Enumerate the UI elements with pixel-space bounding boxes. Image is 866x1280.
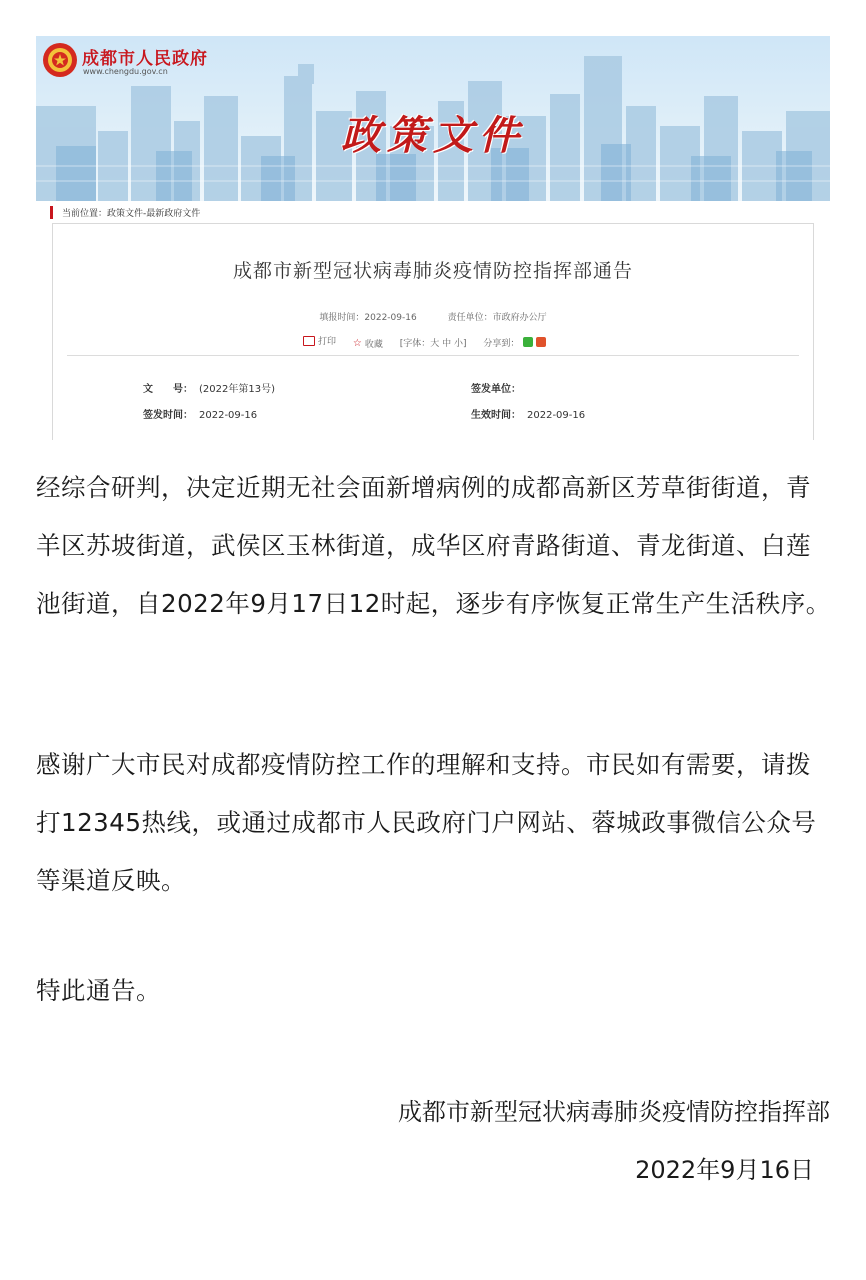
government-emblem-icon <box>42 42 78 78</box>
effective-time-label: 生效时间： <box>471 410 521 421</box>
breadcrumb <box>36 201 830 223</box>
site-name[interactable]: 成都市人民政府 <box>82 49 208 69</box>
paragraph-2: 感谢广大市民对成都疫情防控工作的理解和支持。市民如有需要，请拨打12345热线，或通过成都市人民政府门户网站、蓉城政事微信公众号等渠道反映。 <box>36 750 817 895</box>
effective-time-value: 2022-09-16 <box>527 410 586 421</box>
divider <box>67 355 799 356</box>
header-banner <box>36 36 830 201</box>
font-size-control[interactable]: [字体：大 中 小] <box>399 338 467 349</box>
doc-number-label: 文 号： <box>143 384 193 395</box>
doc-number-value: (2022年第13号) <box>199 384 275 395</box>
issuer-field <box>471 380 527 395</box>
weibo-share-icon[interactable] <box>536 337 546 347</box>
site-url: www.chengdu.gov.cn <box>83 67 168 76</box>
issue-time-value: 2022-09-16 <box>199 410 258 421</box>
print-button[interactable] <box>303 334 336 347</box>
document-meta <box>53 310 813 323</box>
banner-title: 政策文件 <box>341 112 525 159</box>
breadcrumb-text[interactable]: 当前位置：政策文件-最新政府文件 <box>62 209 201 219</box>
effective-time-field <box>471 406 585 421</box>
paragraph-1: 经综合研判，决定近期无社会面新增病例的成都高新区芳草街街道，青羊区苏坡街道，武侯区玉林街道，成华区府青路街道、青龙街道、白莲池街道，自2022年9月17日12时起，逐步有序恢复正常生产生活秩序。 <box>36 473 831 618</box>
document-tools <box>303 334 560 350</box>
signature-date: 2022年9月16日 <box>635 1156 814 1184</box>
printer-icon <box>303 336 315 346</box>
issue-time-label: 签发时间： <box>143 410 193 421</box>
breadcrumb-marker <box>50 206 53 219</box>
document-screenshot <box>36 36 830 440</box>
issue-time-field <box>143 406 257 421</box>
document-panel <box>52 223 814 440</box>
doc-number-field <box>143 380 275 395</box>
responsible-unit: 责任单位：市政府办公厅 <box>447 313 547 323</box>
favorite-button[interactable] <box>353 337 383 350</box>
star-icon: ☆ <box>352 337 362 349</box>
signature: 成都市新型冠状病毒肺炎疫情防控指挥部 <box>398 1098 830 1126</box>
wechat-share-icon[interactable] <box>523 337 533 347</box>
share-control <box>483 336 546 349</box>
issuer-label: 签发单位： <box>471 384 521 395</box>
document-title: 成都市新型冠状病毒肺炎疫情防控指挥部通告 <box>232 260 633 282</box>
share-label: 分享到： <box>483 338 520 349</box>
print-label: 打印 <box>318 337 337 347</box>
fill-time: 填报时间：2022-09-16 <box>319 313 417 323</box>
favorite-label: 收藏 <box>364 339 383 350</box>
paragraph-3: 特此通告。 <box>36 976 161 1005</box>
